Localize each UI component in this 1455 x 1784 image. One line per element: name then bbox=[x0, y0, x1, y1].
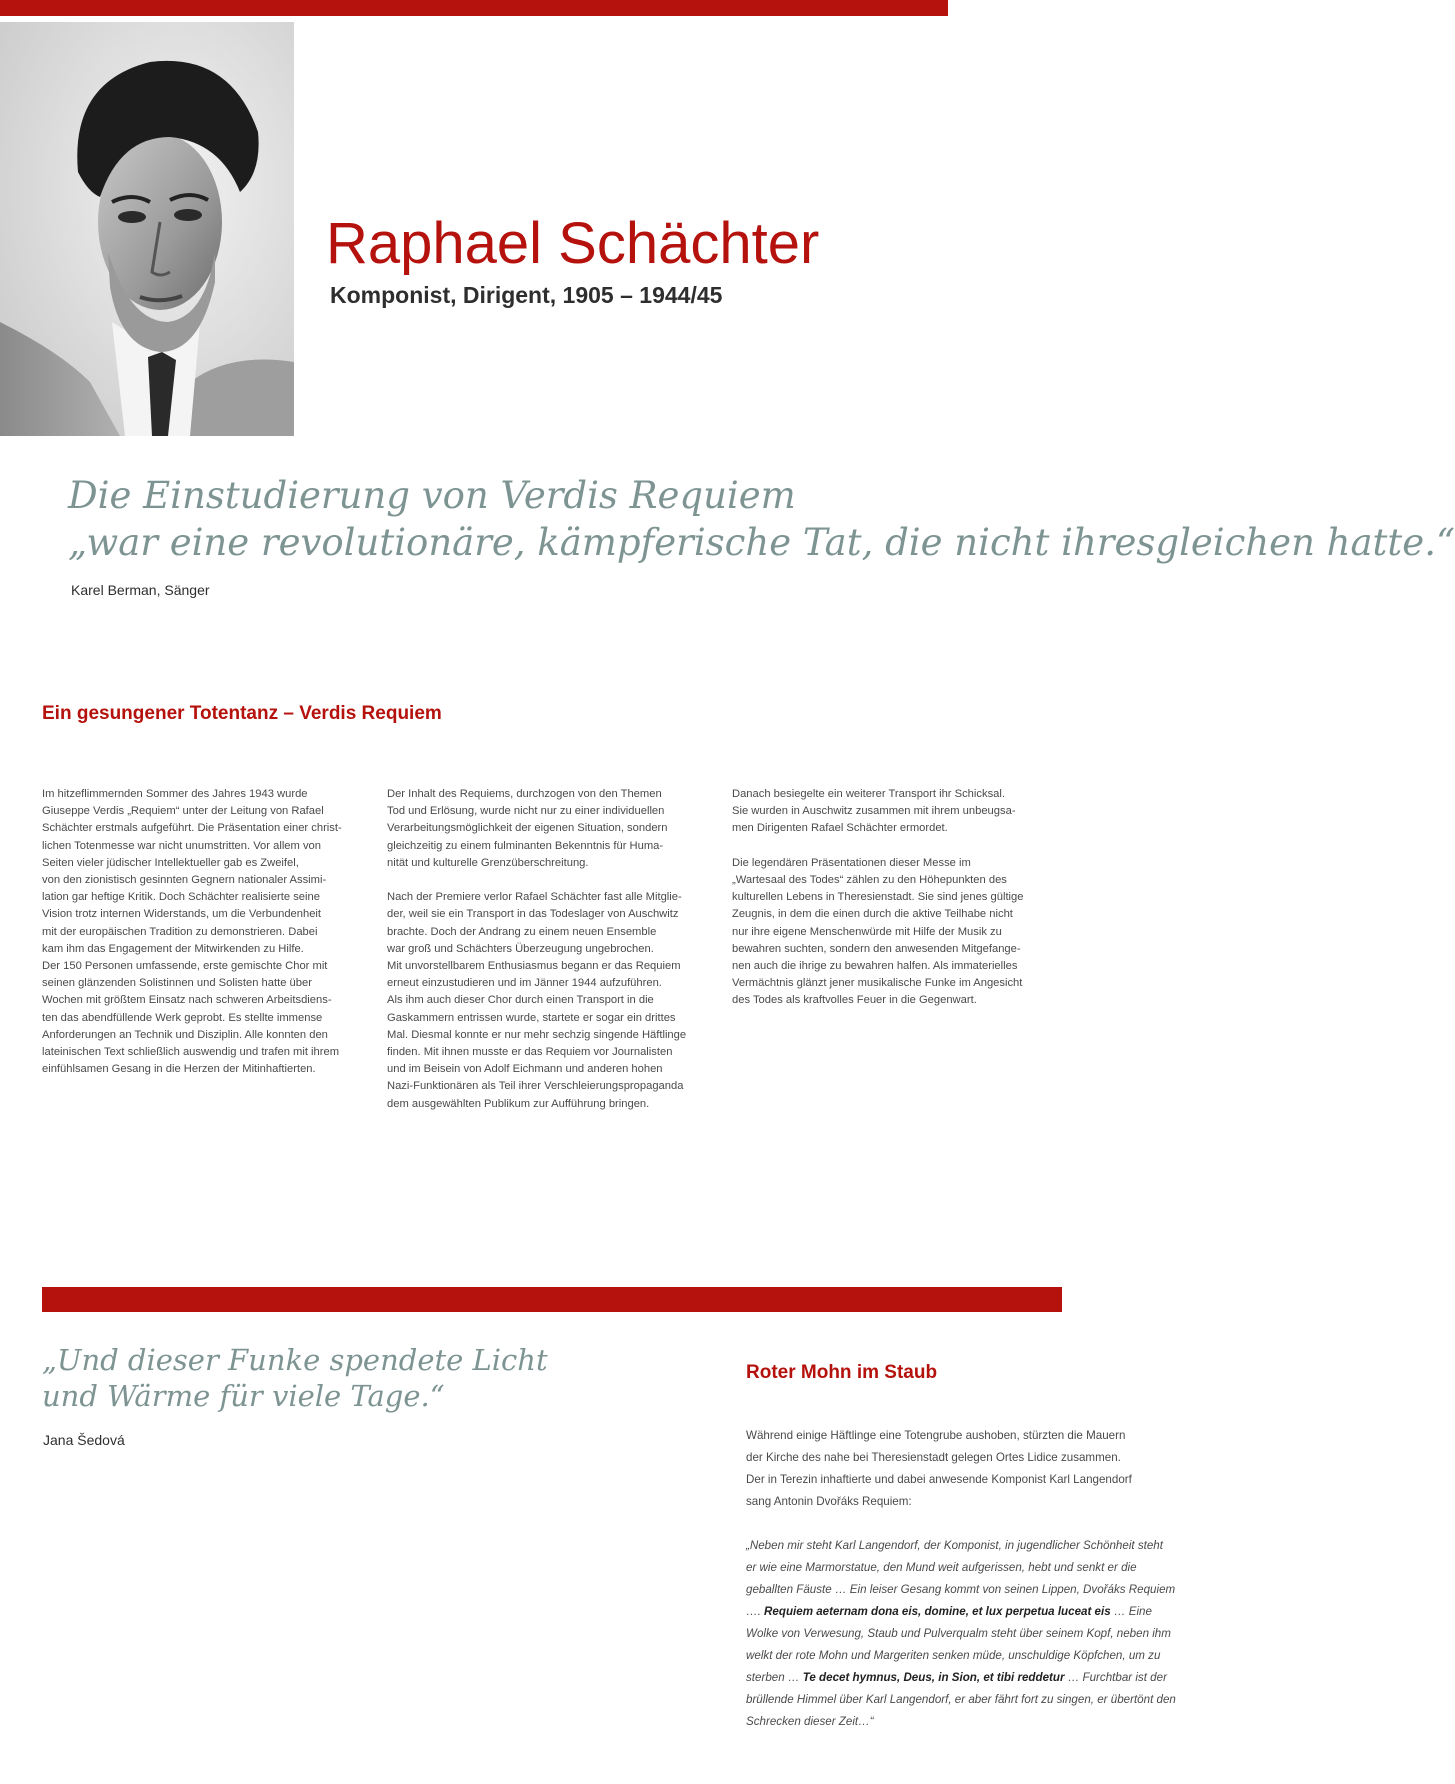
page-subtitle: Komponist, Dirigent, 1905 – 1944/45 bbox=[330, 282, 723, 308]
page-title: Raphael Schächter bbox=[326, 211, 820, 276]
sidebar-quote bbox=[746, 1535, 1176, 1733]
paragraph: Die legendären Präsentationen dieser Messe im „Wartesaal des Todes“ zählen zu den Höhepunkten des kulturellen Lebens in Theresienstadt. Sie sind jenes gültige Zeugnis, in dem die einen durch die aktive Teilhabe nicht nur ihre eigene Menschenwürde mit Hilfe der Musik zu bewahren suchten, sondern den anwesenden Mitgefange- nen auch die ihrige zu bewahren halfen. Als immaterielles Vermächtnis glänzt jener musikalische Funke im Angesicht des Todes als kraftvolles Feuer in die Gegenwart. bbox=[732, 856, 1024, 1007]
sidebar-text bbox=[746, 1425, 1176, 1733]
latin-phrase: Te decet hymnus, Deus, in Sion, et tibi reddetur bbox=[802, 1671, 1065, 1684]
sidebar-heading: Roter Mohn im Staub bbox=[746, 1362, 938, 1383]
sidebar-intro: Während einige Häftlinge eine Totengrube aushoben, stürzten die Mauern der Kirche des nahe bei Theresienstadt gelegen Ortes Lidice zusammen. Der in Terezin inhaftierte und dabei anwesende Komponist Karl Langendorf sang Antonin Dvořáks Requiem: bbox=[746, 1429, 1132, 1508]
paragraph: Danach besiegelte ein weiterer Transport ihr Schicksal. Sie wurden in Auschwitz zusammen mit ihrem unbeugsa- men Dirigenten Rafael Schächter ermordet. bbox=[732, 788, 1016, 835]
pull-quote-line-2: „war eine revolutionäre, kämpferische Tat, die nicht ihresgleichen hatte.“ bbox=[68, 521, 1455, 564]
divider-accent-bar bbox=[42, 1287, 1062, 1312]
text-column-3 bbox=[732, 786, 1042, 1027]
text-column-1 bbox=[42, 786, 352, 1096]
quote-part: „Neben mir steht Karl Langendorf, der Komponist, in jugendlicher Schönheit steht er wie eine Marmorstatue, den Mund weit aufgerissen, hebt und senkt er die geballten Fäuste … Ein leiser Gesang kommt von seinen Lippen, Dvořáks Requiem …. bbox=[746, 1539, 1176, 1618]
second-pull-quote-author: Jana Šedová bbox=[43, 1432, 125, 1448]
quote-part: … Eine Wolke von Verwesung, Staub und Pulverqualm steht über seinem Kopf, neben ihm welkt der rote Mohn und Margeriten senken müde, unschuldige Köpfchen, um zu sterben … bbox=[746, 1605, 1171, 1684]
paragraph: Im hitzeflimmernden Sommer des Jahres 1943 wurde Giuseppe Verdis „Requiem“ unter der Leitung von Rafael Schächter erstmals aufgeführt. Die Präsentation einer christ- lichen Totenmesse war nicht unumstritten. Vor allem von Seiten vieler jüdischer Intellektueller gab es Zweifel, von den zionistisch gesinnten Gegnern nationaler Assimi- lation gar heftige Kritik. Doch Schächter realisierte seine Vision trotz internen Widerstands, um die Verbundenheit mit der europäischen Tradition zu demonstrieren. Dabei kam ihm das Engagement der Mitwirkenden zu Hilfe. Der 150 Personen umfassende, erste gemischte Chor mit seinen glänzenden Solistinnen und Solisten hatte über Wochen mit größtem Einsatz nach schweren Arbeitsdiens- ten das abendfüllende Werk geprobt. Es stellte immense Anforderungen an Technik und Disziplin. Alle konnten den lateinischen Text schließlich auswendig und trafen mit ihrem einfühlsamen Gesang in die Herzen der Mitinhaftierten. bbox=[42, 788, 342, 1076]
text-column-2 bbox=[387, 786, 697, 1130]
quote-part: … Furchtbar ist der brüllende Himmel über Karl Langendorf, er aber fährt fort zu singen, er übertönt den Schrecken dieser Zeit…“ bbox=[746, 1671, 1176, 1728]
paragraph: Nach der Premiere verlor Rafael Schächter fast alle Mitglie- der, weil sie ein Transport in das Todeslager von Auschwitz brachte. Doch der Andrang zu einem neuen Ensemble war groß und Schächters Überzeugung ungebrochen. Mit unvorstellbarem Enthusiasmus begann er das Requiem erneut einzustudieren und im Jänner 1944 aufzuführen. Als ihm auch dieser Chor durch einen Transport in die Gaskammern entrissen wurde, startete er sogar ein drittes Mal. Diesmal konnte er nur mehr sechzig singende Häftlinge finden. Mit ihnen musste er das Requiem vor Journalisten und im Beisein von Adolf Eichmann und anderen hohen Nazi-Funktionären als Teil ihrer Verschleierungspropaganda dem ausgewählten Publikum zur Aufführung bringen. bbox=[387, 891, 687, 1110]
portrait-photo bbox=[0, 22, 294, 436]
latin-phrase: Requiem aeternam dona eis, domine, et lux perpetua luceat eis bbox=[764, 1605, 1111, 1618]
paragraph: Der Inhalt des Requiems, durchzogen von den Themen Tod und Erlösung, wurde nicht nur zu einer individuellen Verarbeitungsmöglichkeit der eigenen Situation, sondern gleichzeitig zu einem fulminanten Bekenntnis für Huma- nität und kulturelle Grenzüberschreitung. bbox=[387, 788, 668, 869]
section-heading: Ein gesungener Totentanz – Verdis Requiem bbox=[42, 703, 442, 724]
pull-quote-author: Karel Berman, Sänger bbox=[71, 582, 210, 598]
second-pull-quote: „Und dieser Funke spendete Licht und Wärme für viele Tage.“ bbox=[42, 1343, 548, 1413]
pull-quote-line-1: Die Einstudierung von Verdis Requiem bbox=[68, 474, 796, 517]
pull-quote bbox=[68, 472, 1455, 566]
top-accent-bar bbox=[0, 0, 948, 16]
